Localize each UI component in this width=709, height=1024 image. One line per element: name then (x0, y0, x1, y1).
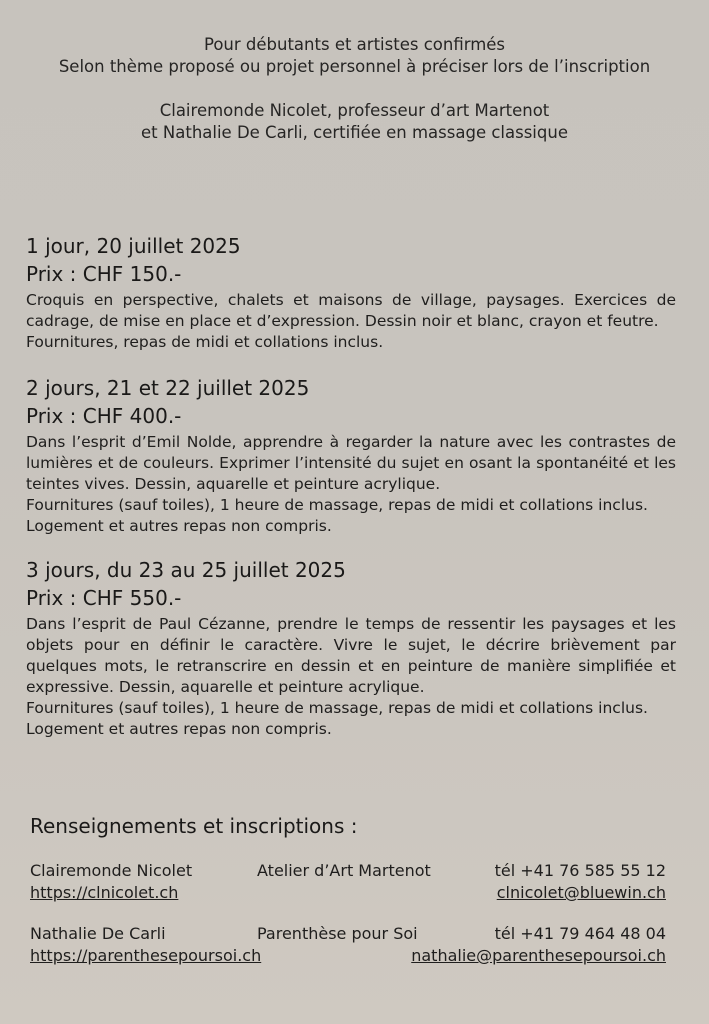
website-link[interactable]: https://clnicolet.ch (30, 883, 179, 902)
intro-teacher-2: et Nathalie De Carli, certifiée en massage classique (141, 123, 568, 142)
session-description: Dans l’esprit d’Emil Nolde, apprendre à regarder la nature avec les contrastes de lumières et de couleurs. Exprimer l’intensité du sujet en osant la spontanéité et les teintes vives. Dessin, aquarelle et peinture acrylique. (26, 433, 676, 493)
session-3-days (26, 556, 676, 740)
contact-phone: tél +41 79 464 48 04 (494, 924, 666, 943)
email-link[interactable]: clnicolet@bluewin.ch (496, 883, 666, 902)
contact-info-line (30, 860, 666, 882)
contact-links-line (30, 882, 666, 904)
contact-name: Clairemonde Nicolet (30, 861, 193, 880)
session-description: Dans l’esprit de Paul Cézanne, prendre le temps de ressentir les paysages et les objets pour en définir le caractère. Vivre le sujet, le décrire brièvement par quelques mots, le retranscrire en dessin et en peinture de manière simplifiée et expressive. Dessin, aquarelle et peinture acrylique. (26, 615, 676, 696)
contact-links-line (30, 945, 666, 967)
website-link[interactable]: https://parenthesepoursoi.ch (30, 946, 262, 965)
session-price: Prix : CHF 150.- (26, 262, 182, 286)
contact-phone: tél +41 76 585 55 12 (494, 861, 666, 880)
session-included: Fournitures (sauf toiles), 1 heure de massage, repas de midi et collations inclus. (26, 699, 648, 717)
session-excluded: Logement et autres repas non compris. (26, 720, 332, 738)
contact-nathalie (30, 923, 666, 967)
session-price: Prix : CHF 400.- (26, 404, 182, 428)
intro-theme: Selon thème proposé ou projet personnel à préciser lors de l’inscription (58, 57, 651, 76)
session-heading: 1 jour, 20 juillet 2025 (26, 234, 241, 258)
email-link[interactable]: nathalie@parenthesepoursoi.ch (411, 946, 666, 965)
session-price: Prix : CHF 550.- (26, 586, 182, 610)
session-heading: 2 jours, 21 et 22 juillet 2025 (26, 376, 310, 400)
contact-clairemonde (30, 860, 666, 904)
contact-organization: Parenthèse pour Soi (257, 924, 418, 943)
session-included: Fournitures (sauf toiles), 1 heure de massage, repas de midi et collations inclus. (26, 496, 648, 514)
intro-audience: Pour débutants et artistes confirmés (203, 35, 506, 54)
intro-teacher-1: Clairemonde Nicolet, professeur d’art Martenot (159, 101, 550, 120)
session-2-days (26, 374, 676, 537)
session-1-day (26, 232, 676, 353)
intro-block (0, 34, 709, 144)
contact-info-line (30, 923, 666, 945)
session-excluded: Logement et autres repas non compris. (26, 517, 332, 535)
contact-organization: Atelier d’Art Martenot (257, 861, 431, 880)
session-description: Croquis en perspective, chalets et maisons de village, paysages. Exercices de cadrage, de mise en place et d’expression. Dessin noir et blanc, crayon et feutre. (26, 291, 676, 330)
intro-spacer (0, 78, 709, 100)
contact-title: Renseignements et inscriptions : (30, 814, 358, 838)
session-heading: 3 jours, du 23 au 25 juillet 2025 (26, 558, 346, 582)
contact-name: Nathalie De Carli (30, 924, 166, 943)
session-included: Fournitures, repas de midi et collations inclus. (26, 333, 384, 351)
